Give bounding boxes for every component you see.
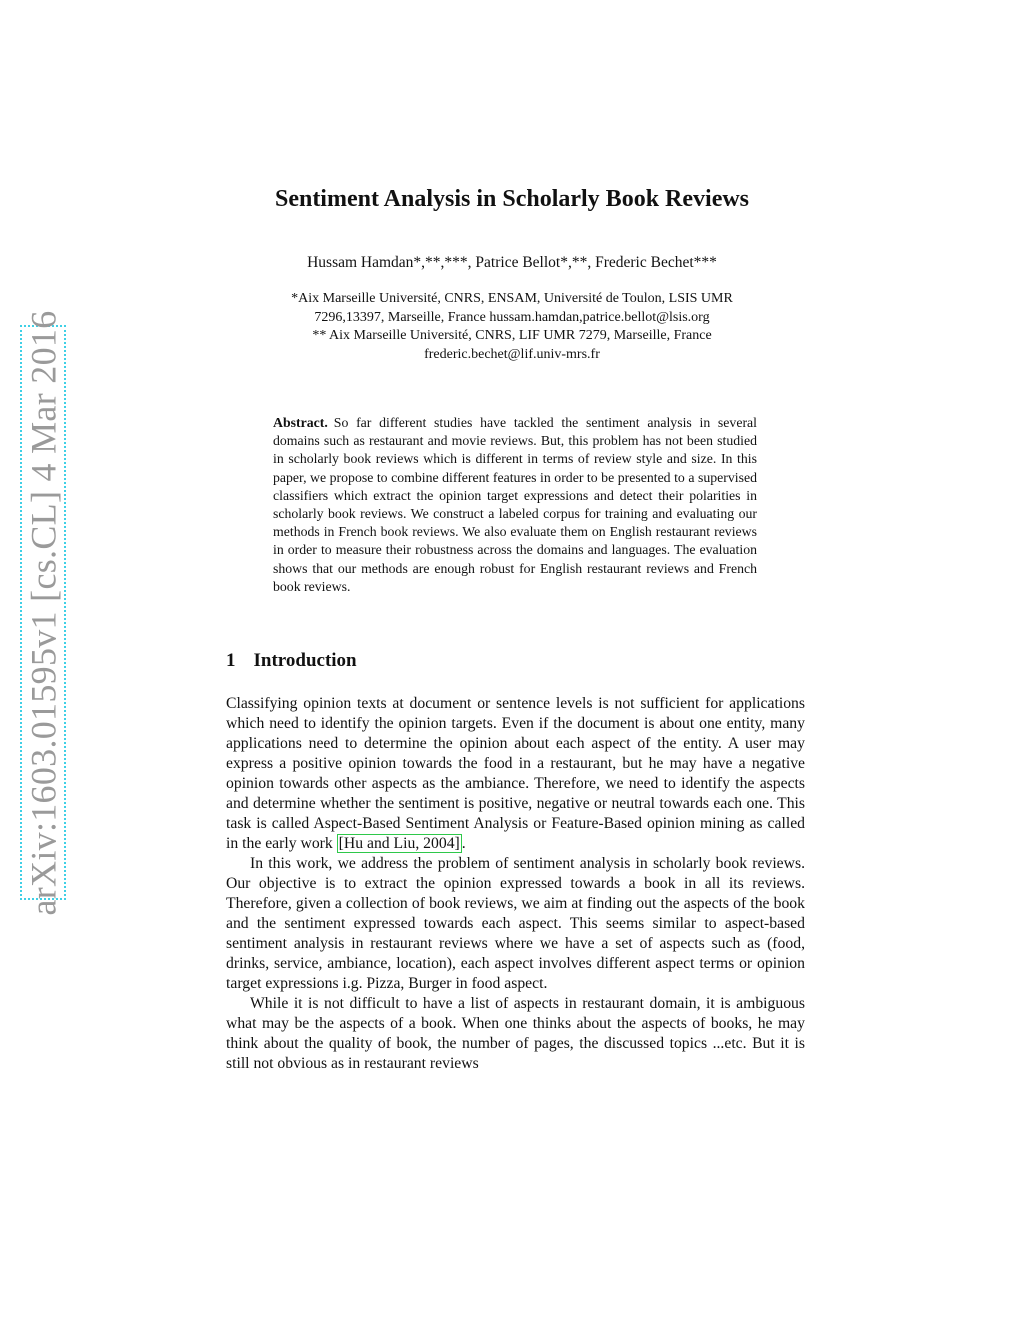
affiliation-line: *Aix Marseille Université, CNRS, ENSAM, Université de Toulon, LSIS UMR xyxy=(291,291,733,306)
abstract-label: Abstract. xyxy=(273,415,328,430)
author-list: Hussam Hamdan*,**,***, Patrice Bellot*,**, Frederic Bechet*** xyxy=(307,254,717,271)
paper-title: Sentiment Analysis in Scholarly Book Reviews xyxy=(274,186,750,212)
citation-link[interactable]: [Hu and Liu, 2004] xyxy=(338,835,460,852)
paragraph: In this work, we address the problem of sentiment analysis in scholarly book reviews. Our objective is to extract the opinion expressed towards a book in all its reviews. Therefore, given a collection of book reviews, we aim at finding out the aspects of the book and the sentiment expressed towards each aspect. This seems similar to aspect-based sentiment analysis in restaurant reviews where we have a set of aspects such as (food, drinks, service, ambiance, location), each aspect involves different aspect terms or opinion target expressions i.g. Pizza, Burger in food aspect. xyxy=(226,855,805,992)
paragraph-end: . xyxy=(461,835,466,852)
affiliation-line: 7296,13397, Marseille, France hussam.hamdan,patrice.bellot@lsis.org xyxy=(314,309,710,325)
paragraph: While it is not difficult to have a list of aspects in restaurant domain, it is ambiguous what may be the aspects of a book. When one thinks about the aspects of books, he may think about the quality of book, the number of pages, the discussed topics ...etc. But it is still not obvious as in restaurant reviews xyxy=(226,995,805,1072)
abstract-text: So far different studies have tackled the sentiment analysis in several domains such as restaurant and movie reviews. But, this problem has not been studied in scholarly book reviews which is different in terms of review style and size. In this paper, we propose to combine different features in order to be presented to a supervised classifiers which extract the opinion target expressions and detect their polarities in scholarly book reviews. We construct a labeled corpus for training and evaluating our methods in French book reviews. We also evaluate them on English restaurant reviews in order to measure their robustness across the domains and languages. The evaluation shows that our methods are enough robust for English restaurant reviews and French book reviews. xyxy=(273,415,757,594)
arxiv-identifier-text: arXiv:1603.01595v1 [cs.CL] 4 Mar 2016 xyxy=(23,309,64,916)
abstract xyxy=(273,414,757,596)
affiliations xyxy=(0,290,1024,364)
paragraph-text: Classifying opinion texts at document or sentence levels is not sufficient for applications which need to identify the opinion targets. Even if the document is about one entity, many applications need to determine the opinion about each aspect of the entity. A user may express a positive opinion towards the food in a restaurant, but he may have a negative opinion towards other aspects as the ambiance. Therefore, we need to identify the aspects and determine whether the sentiment is positive, negative or neutral towards each one. This task is called Aspect-Based Sentiment Analysis or Feature-Based opinion mining as called in the early work xyxy=(226,695,805,852)
paragraph xyxy=(226,694,805,854)
affiliation-line: ** Aix Marseille Université, CNRS, LIF UMR 7279, Marseille, France xyxy=(312,328,712,343)
section-title: Introduction xyxy=(253,650,357,671)
section-number: 1 xyxy=(226,650,236,671)
section-heading-introduction xyxy=(226,650,357,672)
introduction-body xyxy=(226,694,805,1074)
affiliation-line: frederic.bechet@lif.univ-mrs.fr xyxy=(424,346,600,362)
arxiv-identifier-stamp[interactable] xyxy=(20,309,66,916)
